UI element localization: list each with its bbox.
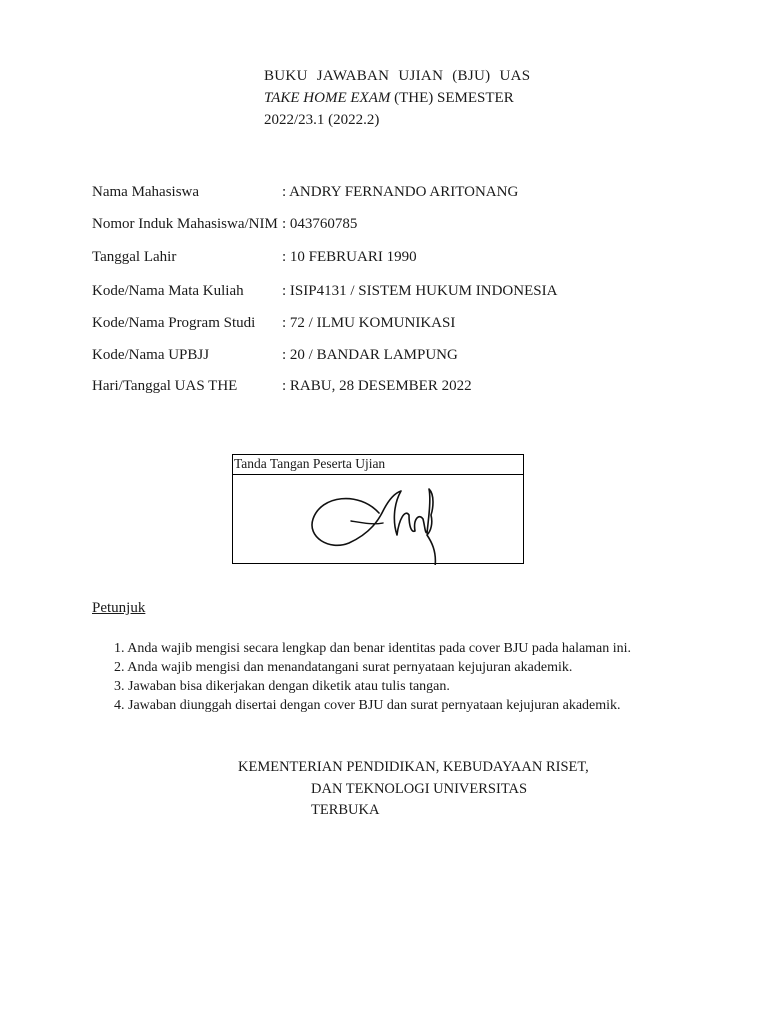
header-title-italic: TAKE HOME EXAM [264,90,391,106]
footer-line-1: KEMENTERIAN PENDIDIKAN, KEBUDAYAAN RISET, [238,759,589,775]
list-item: 2. Anda wajib mengisi dan menandatangani surat pernyataan kejujuran akademik. [114,660,573,675]
instructions-title: Petunjuk [92,600,146,616]
header-title-line-3: 2022/23.1 (2022.2) [264,112,380,128]
footer-line-2: DAN TEKNOLOGI UNIVERSITAS [311,781,528,797]
signature-caption: Tanda Tangan Peserta Ujian [233,455,523,475]
list-item: 1. Anda wajib mengisi secara lengkap dan benar identitas pada cover BJU pada halaman ini. [114,641,632,656]
header-title-rest: (THE) SEMESTER [390,90,514,106]
field-label: Nomor Induk Mahasiswa/NIM [92,216,278,232]
field-label: Kode/Nama Program Studi [92,315,256,331]
instructions-list [114,639,631,715]
field-label: Nama Mahasiswa [92,184,200,200]
field-value: : ISIP4131 / SISTEM HUKUM INDONESIA [282,283,558,299]
field-label: Tanggal Lahir [92,249,177,265]
field-value: : ANDRY FERNANDO ARITONANG [282,184,519,200]
signature-image [233,475,523,565]
field-value: : RABU, 28 DESEMBER 2022 [282,378,472,394]
list-item: 4. Jawaban diunggah disertai dengan cover BJU dan surat pernyataan kejujuran akademik. [114,698,621,713]
footer-line-3: TERBUKA [311,802,380,818]
field-label: Kode/Nama Mata Kuliah [92,283,244,299]
header-title-line-1: BUKU JAWABAN UJIAN (BJU) UAS [264,68,531,84]
field-value: : 72 / ILMU KOMUNIKASI [282,315,456,331]
field-label: Kode/Nama UPBJJ [92,347,210,363]
field-value: : 10 FEBRUARI 1990 [282,249,417,265]
list-item: 3. Jawaban bisa dikerjakan dengan diketik atau tulis tangan. [114,679,450,694]
signature-box [232,454,524,564]
field-label: Hari/Tanggal UAS THE [92,378,238,394]
header-title-line-2 [264,90,514,107]
field-value: : 043760785 [282,216,358,232]
field-value: : 20 / BANDAR LAMPUNG [282,347,458,363]
